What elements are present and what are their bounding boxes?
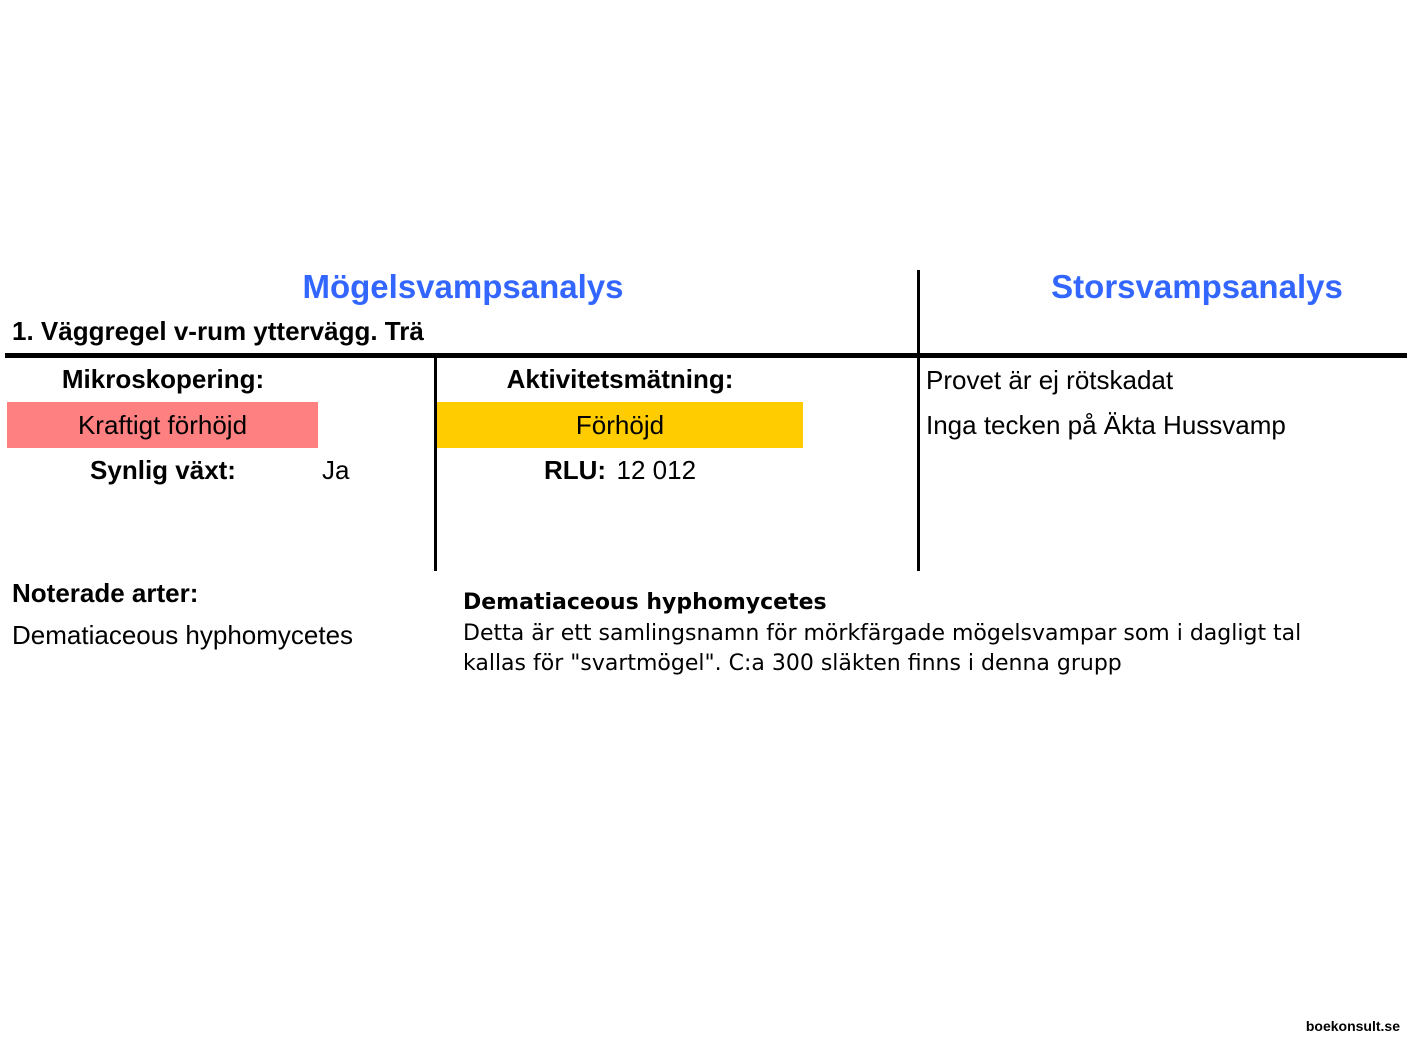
noterade-arter-value: Dematiaceous hyphomycetes bbox=[12, 620, 354, 650]
synlig-vaxt-label: Synlig växt: bbox=[90, 455, 236, 485]
synlig-vaxt-value: Ja bbox=[322, 455, 350, 485]
storsvamp-line-2: Inga tecken på Äkta Hussvamp bbox=[926, 410, 1286, 440]
mikroskopering-value-badge: Kraftigt förhöjd bbox=[7, 402, 318, 448]
species-note-title: Dematiaceous hyphomycetes bbox=[463, 590, 827, 615]
mogelsvamp-title: Mögelsvampsanalys bbox=[302, 268, 624, 305]
aktivitet-value-badge: Förhöjd bbox=[437, 402, 803, 448]
footer-brand: boekonsult.se bbox=[1305, 1018, 1400, 1034]
rlu-row bbox=[437, 455, 803, 486]
aktivitet-label: Aktivitetsmätning: bbox=[506, 364, 734, 394]
species-note-text: Detta är ett samlingsnamn för mörkfärgade mögelsvampar som i dagligt tal kallas för "svartmögel". C:a 300 släkten finns i denna grupp bbox=[463, 621, 1302, 676]
noterade-arter-label: Noterade arter: bbox=[12, 578, 199, 608]
rlu-label: RLU: bbox=[543, 455, 607, 485]
sample-name: 1. Väggregel v-rum yttervägg. Trä bbox=[12, 316, 424, 346]
rlu-value: 12 012 bbox=[616, 455, 697, 485]
storsvamp-title: Storsvampsanalys bbox=[1051, 268, 1343, 305]
mikroskopering-label: Mikroskopering: bbox=[61, 364, 265, 394]
storsvamp-line-1: Provet är ej rötskadat bbox=[926, 365, 1174, 395]
header-divider bbox=[5, 353, 1407, 358]
column-divider-right bbox=[917, 270, 920, 571]
